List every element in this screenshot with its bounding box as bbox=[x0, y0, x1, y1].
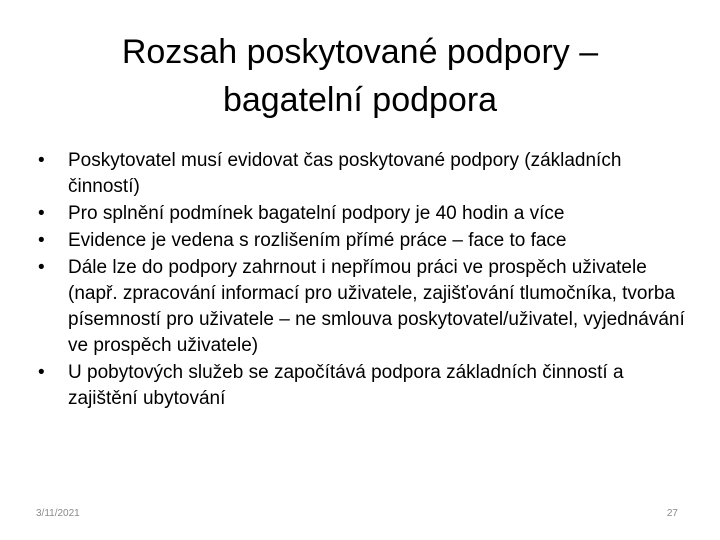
bullet-item bbox=[36, 228, 686, 254]
bullet-list bbox=[36, 148, 686, 413]
slide-title-line-1: Rozsah poskytované podpory – bbox=[121, 33, 599, 71]
footer-date: 3/11/2021 bbox=[36, 508, 80, 519]
bullet-icon: • bbox=[38, 257, 45, 278]
bullet-icon: • bbox=[38, 230, 45, 251]
bullet-text: U pobytových služeb se započítává podpora základních činností a zajištění ubytování bbox=[68, 362, 624, 409]
bullet-item bbox=[36, 360, 686, 412]
bullet-item bbox=[36, 255, 686, 359]
slide-title-line-2: bagatelní podpora bbox=[222, 81, 498, 119]
bullet-text: Dále lze do podpory zahrnout i nepřímou práci ve prospěch uživatele (např. zpracování informací pro uživatele, zajišťování tlumočníka, tvorba písemností pro uživatele – ne smlouva poskytovatel/uživatel, vyjednávání ve prospěch uživatele) bbox=[68, 257, 685, 356]
slide-title bbox=[36, 28, 684, 124]
bullet-text: Pro splnění podmínek bagatelní podpory je 40 hodin a více bbox=[68, 203, 565, 224]
bullet-text: Poskytovatel musí evidovat čas poskytované podpory (základních činností) bbox=[68, 150, 622, 197]
page-number: 27 bbox=[666, 508, 678, 519]
bullet-item bbox=[36, 148, 686, 200]
bullet-item bbox=[36, 201, 686, 227]
bullet-icon: • bbox=[38, 203, 45, 224]
bullet-text: Evidence je vedena s rozlišením přímé práce – face to face bbox=[68, 230, 567, 251]
bullet-icon: • bbox=[38, 362, 45, 383]
bullet-icon: • bbox=[38, 150, 45, 171]
